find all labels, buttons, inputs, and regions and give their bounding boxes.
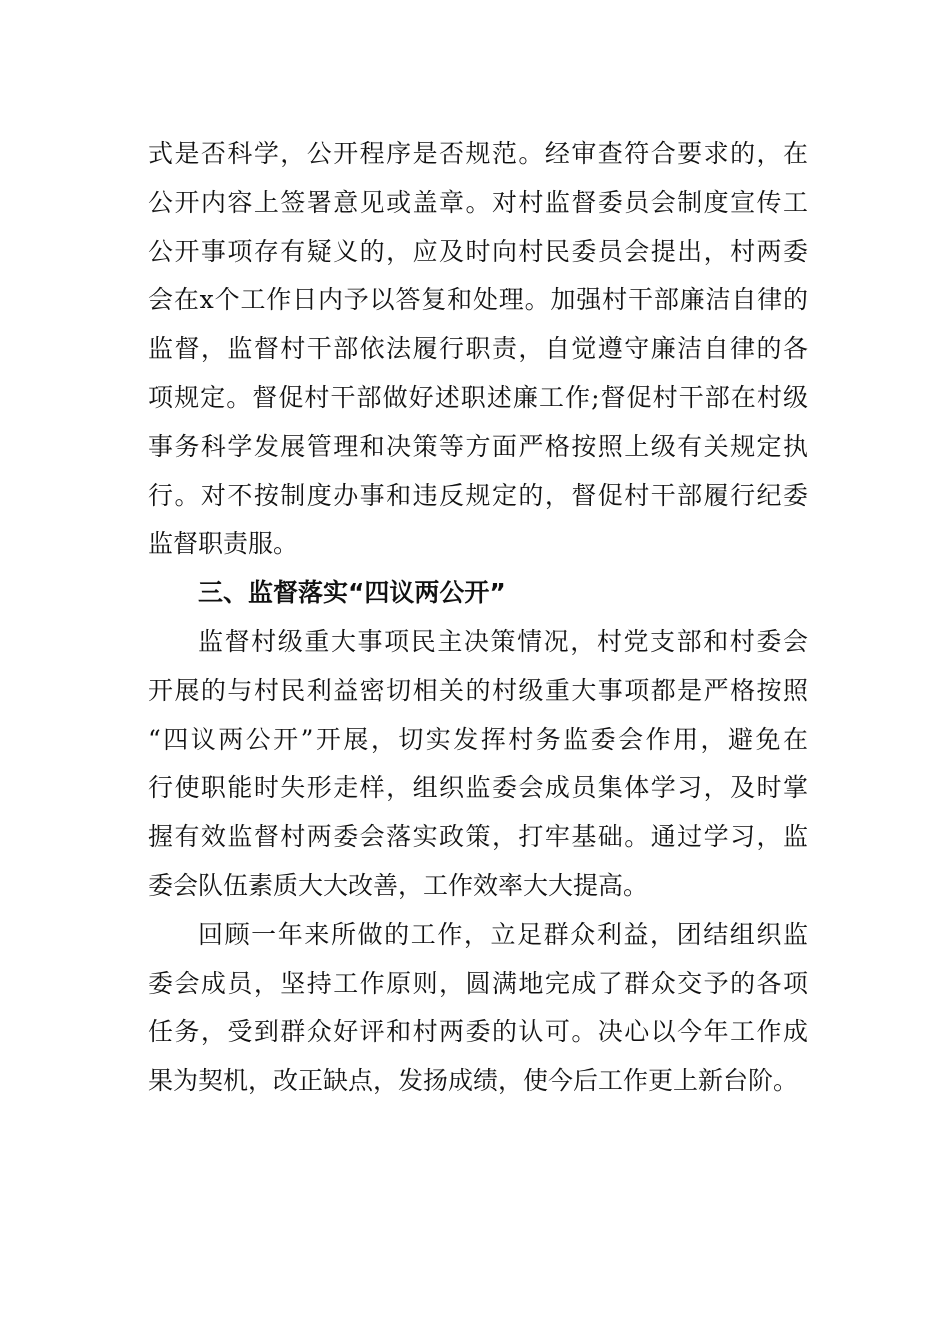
text-line: 行。对不按制度办事和违反规定的，督促村干部履行纪委 [148, 480, 808, 510]
text-line: 监督，监督村干部依法履行职责，自觉遵守廉洁自律的各 [148, 334, 808, 364]
text-line: 开展的与村民利益密切相关的村级重大事项都是严格按照 [148, 675, 808, 705]
text-line: 公开内容上签署意见或盖章。对村监督委员会制度宣传工 [148, 187, 808, 217]
text-line: 公开事项存有疑义的，应及时向村民委员会提出，村两委 [148, 236, 808, 266]
document-body [148, 130, 808, 1106]
text-line: 委会队伍素质大大改善，工作效率大大提高。 [148, 870, 649, 900]
text-line: 回顾一年来所做的工作，立足群众利益，团结组织监 [198, 919, 808, 949]
text-line: 果为契机，改正缺点，发扬成绩，使今后工作更上新台阶。 [148, 1066, 799, 1096]
paragraph-four-deliberations [148, 618, 808, 911]
text-line: 监督职责服。 [148, 529, 299, 559]
text-line: 会在x个工作日内予以答复和处理。加强村干部廉洁自律的 [148, 285, 808, 315]
text-line: 项规定。督促村干部做好述职述廉工作;督促村干部在村级 [148, 382, 808, 412]
text-line: 委会成员，坚持工作原则，圆满地完成了群众交予的各项 [148, 968, 808, 998]
text-line: 任务，受到群众好评和村两委的认可。决心以今年工作成 [148, 1017, 808, 1047]
text-line: 事务科学发展管理和决策等方面严格按照上级有关规定执 [148, 431, 808, 461]
text-line: 监督村级重大事项民主决策情况，村党支部和村委会 [198, 626, 808, 656]
text-line: “四议两公开”开展，切实发挥村务监委会作用，避免在 [148, 724, 808, 754]
paragraph-oversight-review [148, 130, 808, 569]
text-line: 握有效监督村两委会落实政策，打牢基础。通过学习，监 [148, 822, 808, 852]
text-line: 行使职能时失形走样，组织监委会成员集体学习，及时掌 [148, 773, 808, 803]
paragraph-closing-summary [148, 911, 808, 1106]
section-heading: 三、监督落实“四议两公开” [198, 578, 506, 608]
text-line: 式是否科学，公开程序是否规范。经审查符合要求的，在 [148, 139, 808, 168]
